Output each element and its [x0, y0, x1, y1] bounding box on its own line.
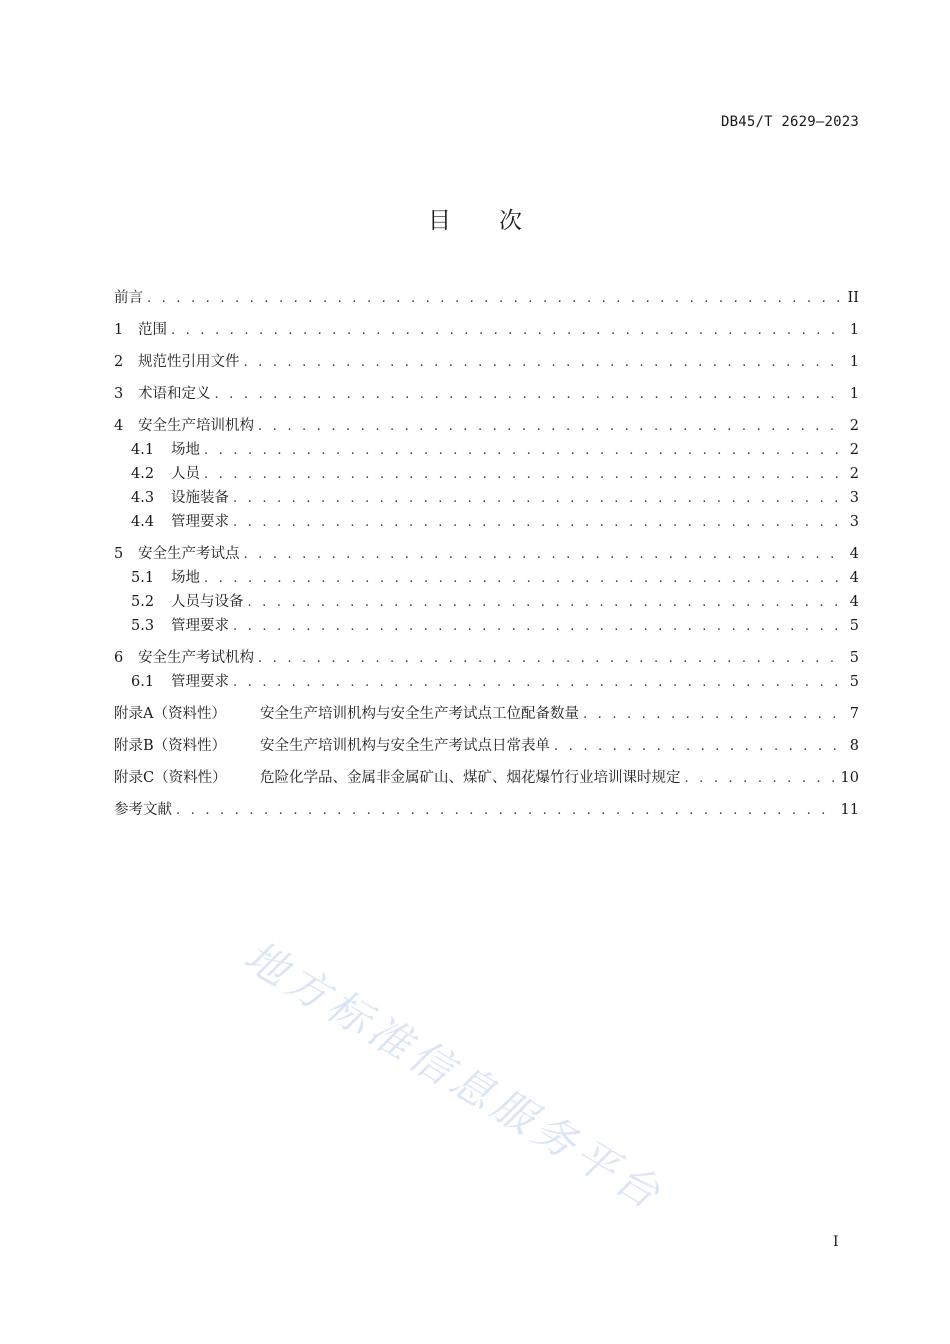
toc-dot-leader	[204, 571, 846, 586]
toc-entry[interactable]	[114, 350, 859, 374]
toc-entry-label: 人员与设备	[171, 594, 244, 610]
toc-title: 目次	[428, 208, 570, 234]
toc-entry-page: 11	[840, 802, 859, 818]
toc-entry-label: 危险化学品、金属非金属矿山、煤矿、烟花爆竹行业培训课时规定	[260, 770, 681, 786]
toc-entry-number: 6	[114, 650, 124, 666]
toc-dot-leader	[258, 419, 846, 434]
toc-entry-number: 5.1	[131, 570, 155, 586]
toc-dot-leader	[171, 323, 846, 338]
toc-entry-label: 参考文献	[114, 802, 172, 818]
toc-dot-leader	[147, 291, 844, 306]
toc-dot-leader	[233, 491, 846, 506]
toc-entry-number: 6.1	[131, 674, 155, 690]
toc-entry[interactable]	[114, 670, 859, 694]
toc-entry-number: 4.2	[131, 466, 155, 482]
toc-entry-page: 3	[849, 514, 859, 530]
toc-entry[interactable]	[114, 542, 859, 566]
toc-entry-label: 安全生产考试点	[138, 546, 240, 562]
toc-entry-label: 安全生产培训机构与安全生产考试点日常表单	[260, 738, 550, 754]
toc-entry-page: 2	[849, 466, 859, 482]
toc-entry-page: 5	[849, 674, 859, 690]
toc-entry-page: 3	[849, 490, 859, 506]
toc-entry-label: 设施装备	[171, 490, 229, 506]
toc-entry-label: 管理要求	[171, 674, 229, 690]
toc-entry-page: 7	[849, 706, 859, 722]
toc-entry[interactable]	[114, 318, 859, 342]
toc-entry-number: 4.1	[131, 442, 155, 458]
toc-entry-page: 5	[849, 650, 859, 666]
toc-entry-number: 4.4	[131, 514, 155, 530]
toc-entry-label: 场地	[171, 570, 200, 586]
toc-entry-page: 4	[849, 594, 859, 610]
toc-entry[interactable]	[114, 566, 859, 590]
toc-entry-page: 1	[849, 322, 859, 338]
toc-dot-leader	[233, 675, 846, 690]
toc-dot-leader	[258, 651, 846, 666]
toc-entry-page: 8	[849, 738, 859, 754]
toc-entry-page: 2	[849, 442, 859, 458]
toc-entry-page: 1	[849, 386, 859, 402]
toc-entry-number: 1	[114, 322, 124, 338]
toc-entry[interactable]	[114, 646, 859, 670]
toc-dot-leader	[204, 467, 846, 482]
toc-entry-number: 5	[114, 546, 124, 562]
toc-dot-leader	[244, 355, 846, 370]
toc-entry-label: 场地	[171, 442, 200, 458]
toc-entry-label: 前言	[114, 290, 143, 306]
toc-entry-page: 4	[849, 570, 859, 586]
toc-entry-label: 人员	[171, 466, 200, 482]
toc-entry[interactable]	[114, 614, 859, 638]
toc-entry-label: 范围	[138, 322, 167, 338]
toc-entry[interactable]	[114, 798, 859, 822]
toc-entry-number: 5.2	[131, 594, 155, 610]
toc-entry-label: 安全生产考试机构	[138, 650, 254, 666]
toc-entry[interactable]	[114, 702, 859, 726]
toc-entry-label: 管理要求	[171, 514, 229, 530]
watermark: 地方标准信息服务平台	[236, 931, 673, 1221]
toc-entry-number: 附录A（资料性）	[114, 706, 226, 722]
toc-entry-label: 安全生产培训机构	[138, 418, 254, 434]
toc-entry[interactable]	[114, 414, 859, 438]
toc-dot-leader	[248, 595, 846, 610]
toc-entry-number: 4	[114, 418, 124, 434]
toc-entry[interactable]	[114, 590, 859, 614]
toc-entry-page: 1	[849, 354, 859, 370]
toc-entry-label: 管理要求	[171, 618, 229, 634]
toc-dot-leader	[233, 515, 846, 530]
toc-entry[interactable]	[114, 286, 859, 310]
toc-entry-number: 5.3	[131, 618, 155, 634]
toc-dot-leader	[583, 707, 846, 722]
toc-entry[interactable]	[114, 438, 859, 462]
toc-entry-number: 附录C（资料性）	[114, 770, 227, 786]
toc-entry-page: 2	[849, 418, 859, 434]
document-code: DB45/T 2629—2023	[720, 114, 859, 130]
toc-entry-number: 3	[114, 386, 124, 402]
toc-entry-page: 5	[849, 618, 859, 634]
toc-dot-leader	[176, 803, 837, 818]
toc-entry[interactable]	[114, 766, 859, 790]
toc-dot-leader	[233, 619, 846, 634]
table-of-contents	[114, 286, 859, 822]
toc-dot-leader	[215, 387, 846, 402]
page-number: I	[833, 1234, 839, 1250]
toc-dot-leader	[685, 771, 837, 786]
toc-entry[interactable]	[114, 382, 859, 406]
toc-entry-label: 安全生产培训机构与安全生产考试点工位配备数量	[260, 706, 579, 722]
toc-entry-page: II	[847, 290, 859, 306]
toc-entry-number: 附录B（资料性）	[114, 738, 227, 754]
toc-entry-label: 规范性引用文件	[138, 354, 240, 370]
toc-entry[interactable]	[114, 462, 859, 486]
toc-entry-page: 4	[849, 546, 859, 562]
toc-dot-leader	[554, 739, 846, 754]
toc-entry-number: 2	[114, 354, 124, 370]
toc-dot-leader	[244, 547, 846, 562]
toc-entry[interactable]	[114, 734, 859, 758]
toc-entry-label: 术语和定义	[138, 386, 211, 402]
toc-entry[interactable]	[114, 510, 859, 534]
toc-entry-number: 4.3	[131, 490, 155, 506]
toc-dot-leader	[204, 443, 846, 458]
toc-entry[interactable]	[114, 486, 859, 510]
toc-entry-page: 10	[840, 770, 859, 786]
